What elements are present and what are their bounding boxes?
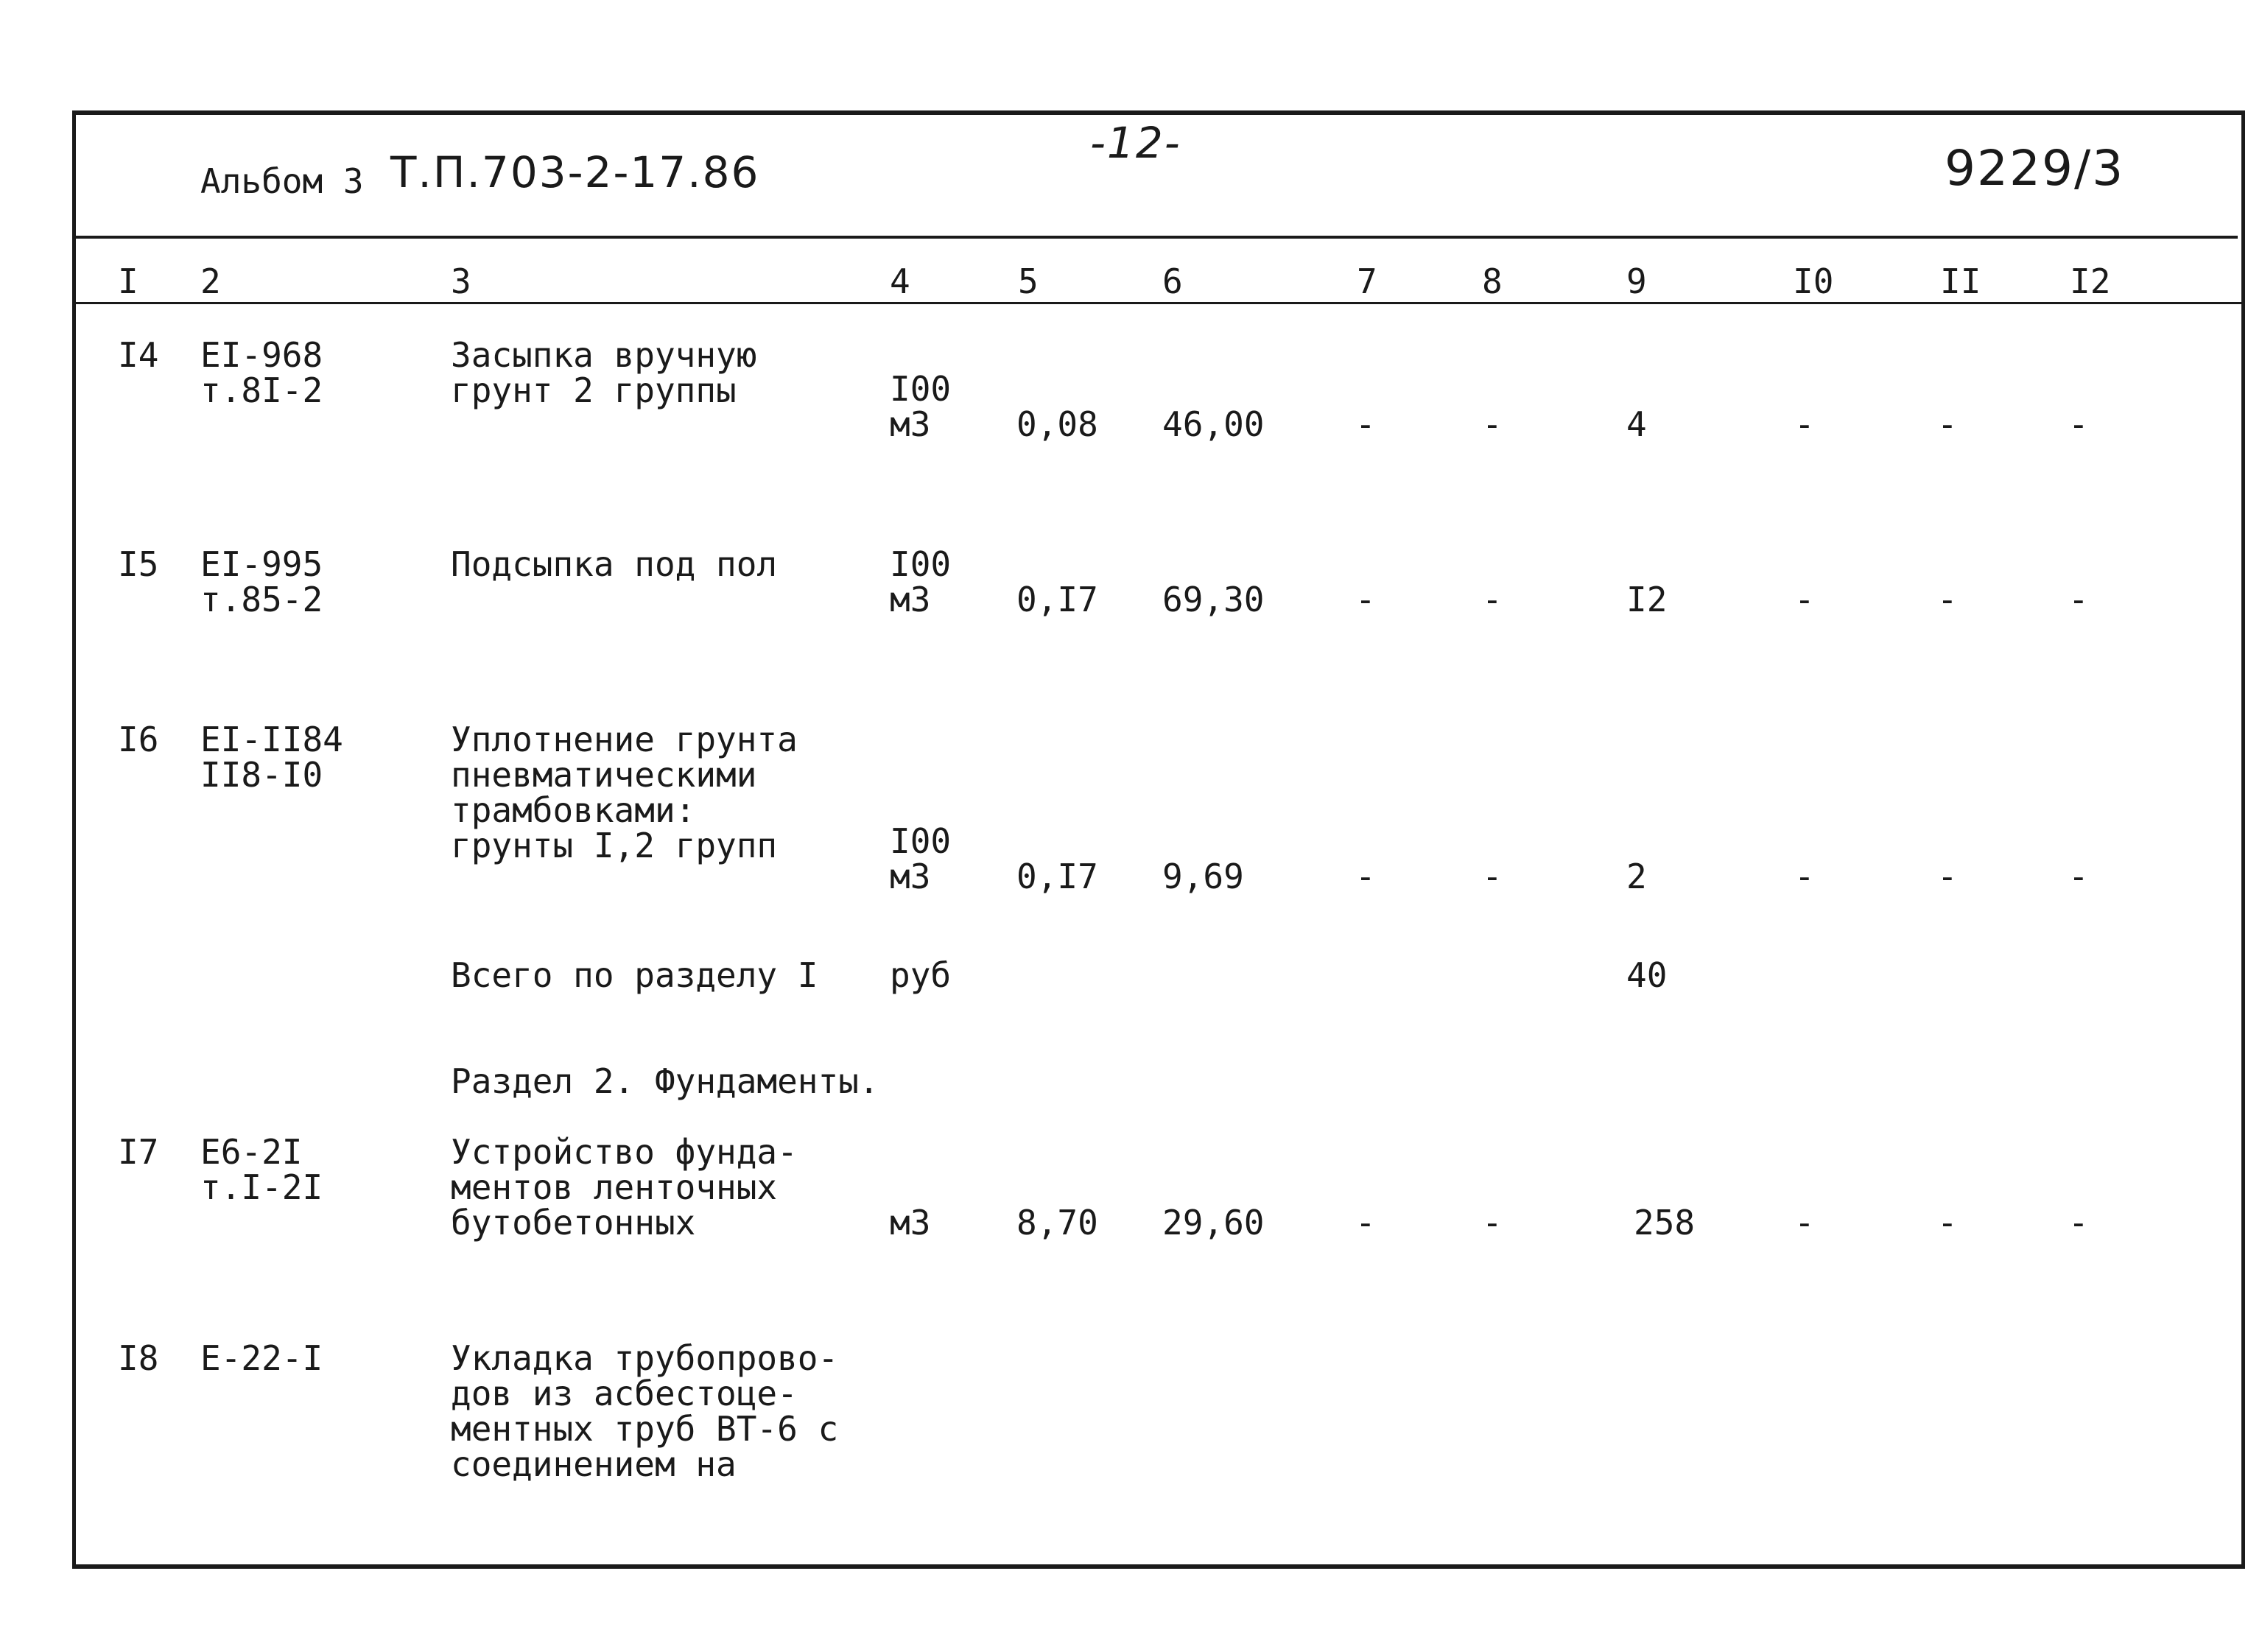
col-12: I2 (2070, 261, 2111, 301)
row-16-col12: - (2068, 857, 2089, 896)
row-18-description: Укладка трубопрово- дов из асбестоце- ментных труб ВТ-6 с соединением на (451, 1338, 839, 1484)
row-14-code: EI-968 т.8I-2 (200, 335, 323, 410)
row-16-number: I6 (118, 720, 159, 759)
row-16-price: 9,69 (1162, 857, 1244, 896)
row-14-price: 46,00 (1162, 404, 1265, 444)
row-14-number: I4 (118, 335, 159, 375)
row-14-col11: - (1937, 404, 1958, 444)
row-14-description: Засыпка вручную грунт 2 группы (451, 335, 757, 410)
row-16-col7: - (1355, 857, 1376, 896)
row-14-col10: - (1794, 404, 1815, 444)
row-17-unit: м3 (890, 1203, 931, 1242)
album-label: Альбом 3 (200, 161, 364, 201)
row-15-description: Подсыпка под пол (451, 544, 778, 584)
col-8: 8 (1482, 261, 1503, 301)
row-18-number: I8 (118, 1338, 159, 1378)
row-17-col8: - (1482, 1203, 1503, 1242)
col-7: 7 (1357, 261, 1377, 301)
row-16-col8: - (1482, 857, 1503, 896)
row-14-unit: I00 м3 (890, 369, 952, 444)
col-4: 4 (890, 261, 910, 301)
columns-rule (72, 302, 2245, 304)
row-15-col7: - (1355, 580, 1376, 619)
col-2: 2 (200, 261, 221, 301)
row-17-col12: - (2068, 1203, 2089, 1242)
row-15-price: 69,30 (1162, 580, 1265, 619)
col-5: 5 (1018, 261, 1039, 301)
row-17-col10: - (1794, 1203, 1815, 1242)
col-11: II (1940, 261, 1981, 301)
row-16-col9: 2 (1626, 857, 1647, 896)
col-6: 6 (1162, 261, 1183, 301)
row-16-unit: I00 м3 (890, 821, 952, 896)
row-15-code: EI-995 т.85-2 (200, 544, 323, 619)
row-14-quantity: 0,08 (1016, 404, 1098, 444)
row-17-quantity: 8,70 (1016, 1203, 1098, 1242)
row-15-unit: I00 м3 (890, 544, 952, 619)
row-16-col10: - (1794, 857, 1815, 896)
row-14-col7: - (1355, 404, 1376, 444)
project-code: Т.П.703-2-17.86 (390, 147, 760, 197)
row-16-quantity: 0,I7 (1016, 857, 1098, 896)
section-2-heading: Раздел 2. Фундаменты. (451, 1061, 879, 1101)
row-15-col12: - (2068, 580, 2089, 619)
section-1-total-value: 40 (1626, 955, 1668, 995)
page-frame (72, 110, 2245, 1569)
page-number: -12- (1090, 118, 1181, 168)
col-9: 9 (1626, 261, 1647, 301)
row-14-col8: - (1482, 404, 1503, 444)
col-3: 3 (451, 261, 471, 301)
row-17-price: 29,60 (1162, 1203, 1265, 1242)
row-17-number: I7 (118, 1132, 159, 1172)
row-16-description: Уплотнение грунта пневматическими трамбовками: грунты I,2 групп (451, 720, 798, 865)
header-rule (72, 236, 2238, 239)
row-15-col8: - (1482, 580, 1503, 619)
section-1-total-label: Всего по разделу I (451, 955, 818, 995)
row-15-number: I5 (118, 544, 159, 584)
row-15-col10: - (1794, 580, 1815, 619)
row-18-code: Е-22-I (200, 1338, 323, 1378)
row-14-col12: - (2068, 404, 2089, 444)
row-17-description: Устройство фунда- ментов ленточных бутобетонных (451, 1132, 798, 1242)
col-1: I (118, 261, 138, 301)
row-15-quantity: 0,I7 (1016, 580, 1098, 619)
col-10: I0 (1793, 261, 1834, 301)
section-1-total-unit: руб (890, 955, 952, 995)
row-17-col9: 258 (1634, 1203, 1696, 1242)
row-17-col11: - (1937, 1203, 1958, 1242)
row-15-col9: I2 (1626, 580, 1668, 619)
row-15-col11: - (1937, 580, 1958, 619)
row-17-col7: - (1355, 1203, 1376, 1242)
inventory-number: 9229/3 (1945, 140, 2125, 197)
row-17-code: Е6-2I т.I-2I (200, 1132, 323, 1207)
row-16-col11: - (1937, 857, 1958, 896)
row-14-col9: 4 (1626, 404, 1647, 444)
row-16-code: EI-II84 II8-I0 (200, 720, 343, 795)
